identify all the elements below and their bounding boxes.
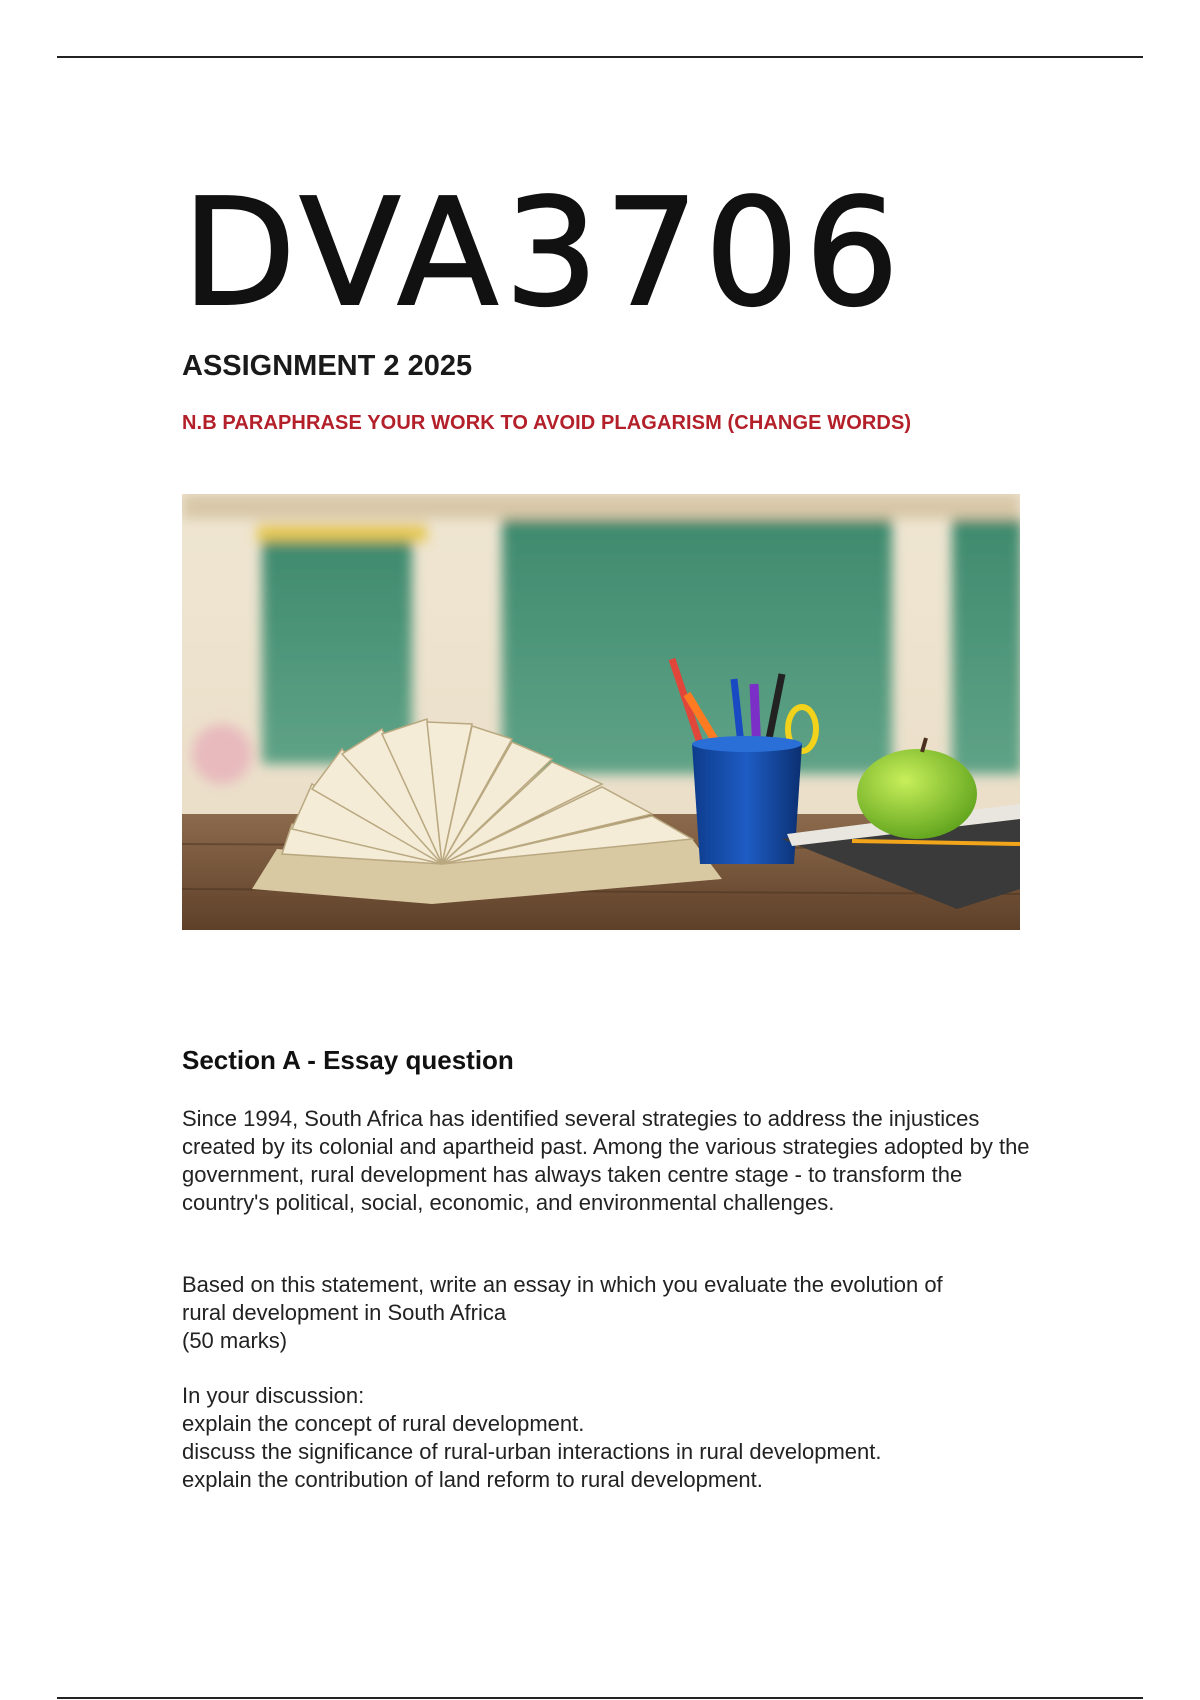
course-code-heading: DVA3706 <box>182 167 906 339</box>
task-line-2: rural development in South Africa <box>182 1300 507 1325</box>
discussion-point: discuss the significance of rural-urban interactions in rural development. <box>182 1439 882 1464</box>
bottom-rule <box>57 1697 1143 1699</box>
task-line-1: Based on this statement, write an essay in which you evaluate the evolution of <box>182 1272 943 1297</box>
plagiarism-notice: N.B PARAPHRASE YOUR WORK TO AVOID PLAGARISM (CHANGE WORDS) <box>182 412 912 434</box>
essay-intro-paragraph: Since 1994, South Africa has identified several strategies to address the injustices created by its colonial and apartheid past. Among the various strategies adopted by the government, rural development has always taken centre stage - to transform the country's political, social, economic, and environmental challenges. <box>182 1106 1030 1215</box>
marks-label: (50 marks) <box>182 1328 288 1353</box>
discussion-heading: In your discussion: <box>182 1383 365 1408</box>
discussion-point: explain the concept of rural development. <box>182 1411 585 1436</box>
assignment-title: ASSIGNMENT 2 2025 <box>182 350 473 382</box>
classroom-books-photo <box>182 494 1020 930</box>
discussion-point: explain the contribution of land reform to rural development. <box>182 1467 763 1492</box>
section-title: Section A - Essay question <box>182 1045 514 1075</box>
top-rule <box>57 56 1143 58</box>
